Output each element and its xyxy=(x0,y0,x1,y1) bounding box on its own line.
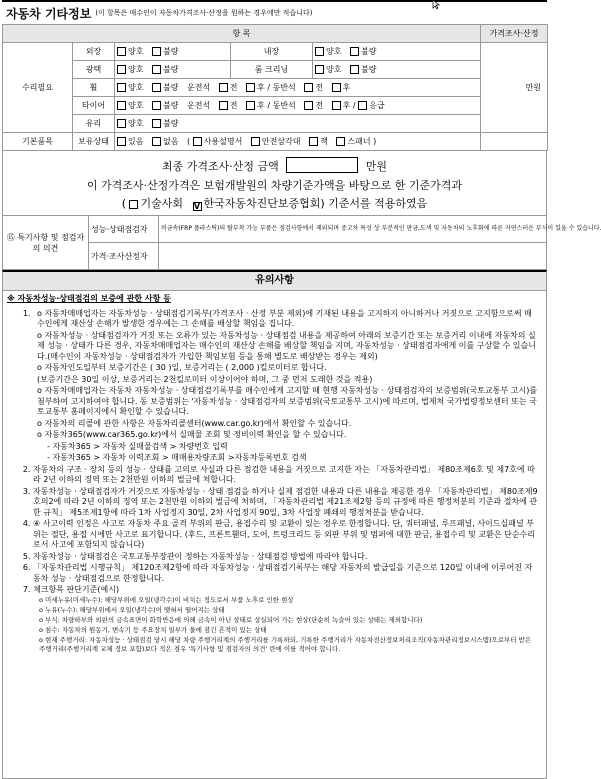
checkbox-tire-passenger-front[interactable] xyxy=(304,101,313,110)
checkbox-none[interactable] xyxy=(152,137,161,146)
inspection-form xyxy=(2,0,601,779)
room-cleaning-options: 양호 불량 xyxy=(313,61,481,79)
price-unit: 만원 xyxy=(525,83,542,92)
exterior-options: 양호 불량 xyxy=(115,43,231,61)
notice-dash: - 자동차365 > 자동차 실매물검색 > 차량번호 입력 xyxy=(47,442,538,453)
checkbox-wheel-driver-rear[interactable] xyxy=(246,83,255,92)
price-cell xyxy=(481,43,548,133)
inspector-label: 성능·상태점검자 xyxy=(89,216,159,243)
notice-item: 2. 자동차의 구조 · 장치 등의 성능 · 상태를 고의로 사실과 다른 점검한 내용을 거짓으로 고지한 자는 「자동차관리법」 제80조제6호 및 제7호에 따라 2년 이하의 징역 또는 2천만원 이하의 벌금에 처합니다. xyxy=(33,465,538,486)
notice-item: 6. 「자동차관리법 시행규칙」 제120조제2항에 따라 자동차성능 · 상태점검기록부는 해당 자동차의 발급일을 기준으로 120일 이내에 이루어진 자동차 성능 · 상태점검으로 한정합니다. xyxy=(33,563,538,584)
row-label-interior: 내장 xyxy=(231,43,313,61)
notice-bullet: o 1. 자동차매매업자는 자동차성능 · 상태점검기록부(가격조사 · 산정 부분 제외)에 기재된 내용을 고지하지 아니하거나 거짓으로 고지함으로써 매수인에게 재산상 손해가 발생한 경우에는 그 손해를 배상할 책임을 집니다. xyxy=(37,309,538,330)
price-summary: 최종 가격조사·산정 금액 만원 이 가격조사·산정가격은 보험개발원의 차량기준가액을 바탕으로 한 기준가격과 ( 기술사회 V 한국자동차진단보증협회) 기준서를 적용하였음 xyxy=(2,151,547,215)
notice-item: 7. 체크항목 판단기준(예시) o 미세누유(미세누수): 해당부위에 오일(냉각수)이 비치는 정도로서 부품 노후로 인한 현상 o 누유(누수): 해당부위에서 오일(냉각수)이 맺혀서 떨어지는 상태 o 부식: 차량하부와 외판의 금속표면이 화학반응에 의해 금속이 아닌 상태로 상실되어 가는 현상(단순히 녹슬어 있는 상태는 제외합니다) o 침수: 자동차의 원동기, 변속기 등 주요장치 일부가 물에 잠긴 흔적이 있는 상태 o 현재 주행거리: 자동차성능 · 상태점검 당시 해당 차량 주행거리계의 주행거리를 기록하되, 기록한 주행거리가 자동차전산정보처리조직(자동차관리정보시스템)으로부터 받은 주행거리(주행거리계 교체 정보 포함)보다 적은 경우 '특기사항 및 점검자의 의견' 란에 이를 적어야 합니다. xyxy=(33,585,538,654)
notice-bullet: o 자동차인도일부터 보증기간은 ( 30 )일, 보증거리는 ( 2,000 )킬로미터로 합니다. xyxy=(37,363,538,374)
checkbox-cleaning-bad[interactable] xyxy=(350,65,359,74)
checkbox-exterior-bad[interactable] xyxy=(152,47,161,56)
diagnosis-association-label: 한국자동차진단보증협회 xyxy=(203,197,321,210)
summary-line: 이 가격조사·산정가격은 보험개발원의 차량기준가액을 바탕으로 한 기준가격과 xyxy=(86,179,463,192)
checkbox-triangle[interactable] xyxy=(251,137,260,146)
notice-bullet: o 자동차성능 · 상태점검자가 거짓 또는 오류가 있는 자동차성능 · 상태점검 내용을 제공하여 아래의 보증기간 또는 보증거리 이내에 자동차의 실제 성능 · 상태가 다른 경우, 자동차매매업자는 매수인의 재산상 손해를 배상할 책임을 지며, 자동차성능 · 상태점검자에게 이를 구상할 수 있습니다.(매수인이 자동차성능 · 상태점검자가 가입한 책임보험 등을 통해 별도로 배상받는 경우는 제외) xyxy=(37,331,538,363)
notice-subtitle: ※ 자동차성능·상태점검의 보증에 관한 사항 등 xyxy=(7,294,171,303)
basic-items-options: 있음 없음 ( 사용설명서 안전삼각대 잭 스패너 ) xyxy=(115,133,481,151)
basic-price-cell xyxy=(481,133,548,151)
checkbox-manual[interactable] xyxy=(193,137,202,146)
remarks-label: ⑮ 특기사항 및 점검자의 의견 xyxy=(3,216,89,270)
checkbox-cleaning-good[interactable] xyxy=(315,65,324,74)
row-label-gloss: 광택 xyxy=(73,61,115,79)
notice-item: 3. 자동차성능 · 상태점검자가 거짓으로 자동차성능 · 상태 점검을 하거나 실제 점검한 내용과 다른 내용을 제공한 경우 「자동차관리법」 제80조제9호의2에 따라 2년 이하의 징역 또는 2천만원 이하의 벌금에 처하며, 「자동차관리법 제21조제2항 등의 규정에 따른 행정처분의 기준과 절차에 관한 규칙」 제5조제1항에 따라 1차 사업정지 30일, 2차 사업정지 90일, 3차 사업장 폐쇄의 행정처분을 받습니다. xyxy=(33,487,538,519)
checkbox-wheel-bad[interactable] xyxy=(152,83,161,92)
notice-bullet: (보증기간은 30일 이상, 보증거리는 2천킬로미터 이상이어야 하며, 그 중 먼저 도래한 것을 적용) xyxy=(37,374,373,384)
basic-status-label: 보유상태 xyxy=(73,133,115,151)
row-label-glass: 유리 xyxy=(73,115,115,133)
notice-body xyxy=(2,291,547,779)
checkbox-tire-passenger-rear[interactable] xyxy=(332,101,341,110)
gloss-options: 양호 불량 xyxy=(115,61,231,79)
remarks-table xyxy=(2,215,601,270)
checkbox-tech-society[interactable] xyxy=(129,200,138,209)
checkbox-diagnosis-association[interactable]: V xyxy=(193,202,201,211)
final-price-field[interactable] xyxy=(286,157,358,173)
checkbox-exterior-good[interactable] xyxy=(117,47,126,56)
checkbox-interior-bad[interactable] xyxy=(350,47,359,56)
notice-item xyxy=(33,309,538,464)
checkbox-tire-driver-rear[interactable] xyxy=(246,101,255,110)
notice-bullet: o 자동차365(www.car365.go.kr)에서 실매물 조회 및 정비이력 확인을 할 수 있습니다. xyxy=(37,430,538,441)
checkbox-gloss-bad[interactable] xyxy=(152,65,161,74)
notice-item: 5. 자동차성능 · 상태점검은 국토교통부장관이 정하는 자동차성능 · 상태점검 방법에 따라야 합니다. xyxy=(33,552,538,563)
checkbox-tire-bad[interactable] xyxy=(152,101,161,110)
checkbox-wheel-driver-front[interactable] xyxy=(219,83,228,92)
item-header: 항 목 xyxy=(3,25,481,43)
final-price-unit: 만원 xyxy=(365,160,387,173)
criteria-item: o 현재 주행거리: 자동차성능 · 상태점검 당시 해당 차량 주행거리계의 주행거리를 기록하되, 기록한 주행거리가 자동차전산정보처리조직(자동차관리정보시스템)으로부터 받은 주행거리(주행거리계 교체 정보 포함)보다 적은 경우 '특기사항 및 점검자의 의견' 란에 이를 적어야 합니다. xyxy=(39,636,538,654)
row-label-tire: 타이어 xyxy=(73,97,115,115)
notice-bullet: o 자동차매매업자는 자동차 자동차성능 · 상태점검기록부를 매수인에게 고지할 때 현행 자동차성능 · 상태점검자의 보증범위(국토교통부 고시)를 첨부하여 고지하여야 합니다. 동 보증범위는 '자동차성능 · 상태점검자의 보증범위(국토교통부 고시)에 따르며, 법제처 국가법령정보센터 또는 국토교통부 홈페이지에서 확인할 수 있습니다. xyxy=(37,386,538,418)
criteria-item: o 부식: 차량하부와 외판의 금속표면이 화학반응에 의해 금속이 아닌 상태로 상실되어 가는 현상(단순히 녹슬어 있는 상태는 제외합니다) xyxy=(39,616,538,625)
checkbox-glass-good[interactable] xyxy=(117,119,126,128)
checkbox-has[interactable] xyxy=(117,137,126,146)
section-subtitle: (이 항목은 매수인이 자동차가격조사·산정을 원하는 경우에만 적습니다) xyxy=(95,9,313,17)
tech-society-label: 기술사회 xyxy=(140,197,183,210)
checkbox-glass-bad[interactable] xyxy=(152,119,161,128)
other-info-table xyxy=(2,24,548,151)
repair-needed-label: 수리필요 xyxy=(3,43,73,133)
criteria-item: o 누유(누수): 해당부위에서 오일(냉각수)이 맺혀서 떨어지는 상태 xyxy=(39,606,538,615)
checkbox-spanner[interactable] xyxy=(336,137,345,146)
section-title: 자동차 기타정보 xyxy=(6,6,92,21)
notice-dash: - 자동차365 > 자동차 이력조회 > 매매용차량조회 >자동차등록번호 검색 xyxy=(47,453,538,464)
row-label-wheel: 휠 xyxy=(73,79,115,97)
checkbox-wheel-good[interactable] xyxy=(117,83,126,92)
checkbox-tire-good[interactable] xyxy=(117,101,126,110)
notice-bullet: o 자동차의 리콜에 관한 사항은 자동차리콜센터(www.car.go.kr)에서 확인할 수 있습니다. xyxy=(37,419,538,430)
row-label-exterior: 외장 xyxy=(73,43,115,61)
notice-item: 4. ④ 사고이력 인정은 사고로 자동차 주요 골격 부위의 판금, 용접수리 및 교환이 있는 경우로 한정합니다. 단, 쿼터패널, 루프패널, 사이드실패널 부위는 절단, 용접 시에만 사고로 표기합니다. (후드, 프론트휀더, 도어, 트렁크리드 등 외판 부위 및 범퍼에 대한 판금, 용접수리 및 교환은 단순수리로서 사고에 포함되지 않습니다) xyxy=(33,519,538,551)
appraiser-label: 가격·조사산정자 xyxy=(89,243,159,270)
price-header: 가격조사·산정 xyxy=(481,25,548,43)
checkbox-tire-spare[interactable] xyxy=(358,101,367,110)
checkbox-jack[interactable] xyxy=(309,137,318,146)
notice-heading: 유의사항 xyxy=(2,270,547,291)
checkbox-interior-good[interactable] xyxy=(315,47,324,56)
mouse-cursor-icon xyxy=(432,0,442,10)
interior-options: 양호 불량 xyxy=(313,43,481,61)
criteria-item: o 미세누유(미세누수): 해당부위에 오일(냉각수)이 비치는 정도로서 부품 노후로 인한 현상 xyxy=(39,596,538,605)
appraiser-remarks[interactable] xyxy=(159,243,547,270)
row-label-room-cleaning: 룸 크리닝 xyxy=(231,61,313,79)
checkbox-tire-driver-front[interactable] xyxy=(219,101,228,110)
glass-options: 양호 불량 xyxy=(115,115,481,133)
criteria-item: o 침수: 자동차의 원동기, 변속기 등 주요장치 일부가 물에 잠긴 흔적이 있는 상태 xyxy=(39,626,538,635)
summary-suffix: ) 기준서를 적용하였음 xyxy=(320,197,428,210)
tire-options: 양호 불량 운전석 전 후 / 동반석 전 후 / 응급 xyxy=(115,97,481,115)
inspector-remarks[interactable]: 비금속(FRP 플라스틱)의 탈부착 가능 부품은 점검사항에서 제외되며 중고차 특성 상 부분적인 판금,도색 및 자동차의 노후화에 따른 자연스러운 부식이 있을 수 있습니다. xyxy=(159,216,547,243)
wheel-options: 양호 불량 운전석 전 후 / 동반석 전 후 xyxy=(115,79,481,97)
final-price-label: 최종 가격조사·산정 금액 xyxy=(161,160,279,173)
notice-list xyxy=(7,309,538,654)
checkbox-wheel-passenger-front[interactable] xyxy=(304,83,313,92)
checkbox-wheel-passenger-rear[interactable] xyxy=(332,83,341,92)
basic-items-label: 기본품목 xyxy=(3,133,73,151)
checkbox-gloss-good[interactable] xyxy=(117,65,126,74)
section-title-row xyxy=(2,0,547,24)
